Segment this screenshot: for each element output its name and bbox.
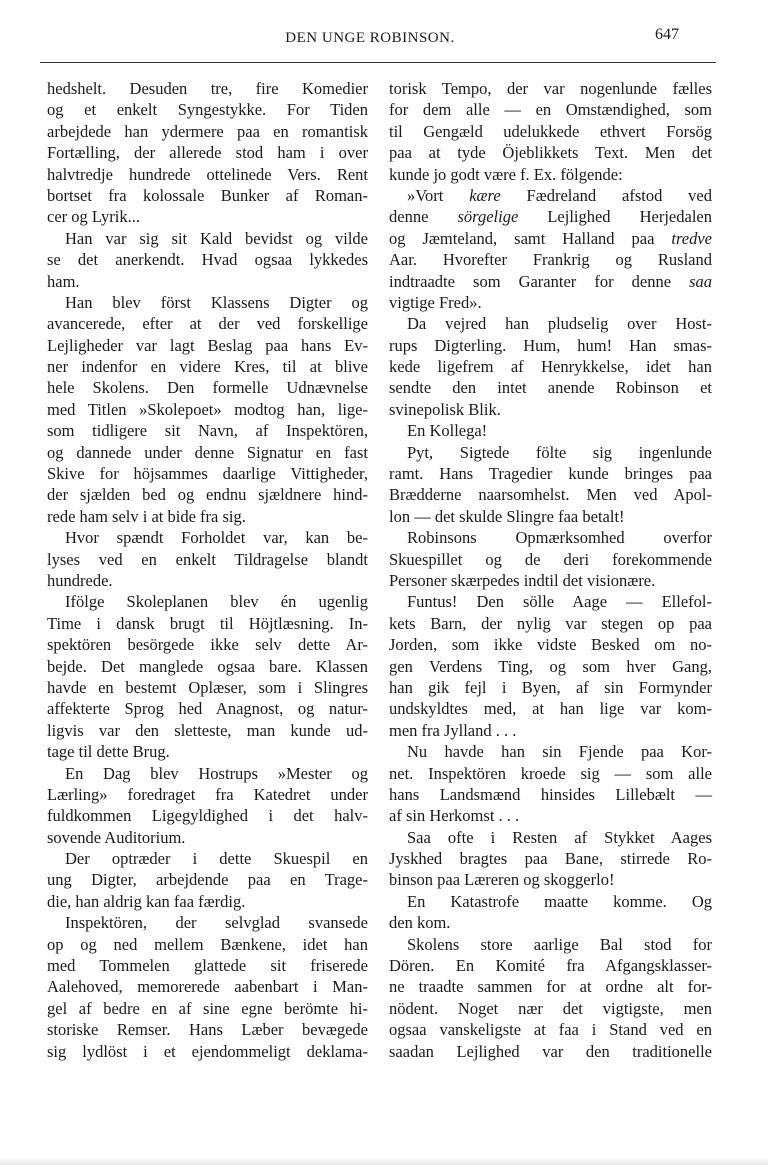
text-line: Dören. En Komité fra Afgangsklasser- (389, 956, 712, 976)
text-line: Aalehoved, memorerede aabenbart i Man- (47, 977, 368, 997)
text-line: for dem alle — en Omstændighed, som (389, 100, 712, 120)
text-line (389, 271, 712, 292)
text-segment: Lejlighed Herjedalen (518, 207, 712, 227)
text-line (389, 228, 712, 249)
text-line: Inspektören, der selvglad svansede (65, 913, 368, 933)
text-line: sendte den intet anende Robinson et (389, 378, 712, 398)
text-segment: Fædreland afstod ved (500, 185, 712, 205)
text-line: gel af bedre en af sine egne berömte hi- (47, 998, 368, 1018)
italic-text: sörgelige (457, 207, 519, 227)
text-line: vigtige Fred». (389, 292, 482, 312)
text-line: Robinsons Opmærksomhed overfor (407, 528, 712, 548)
text-line: den kom. (389, 913, 451, 933)
text-line: nödent. Noget nær det vigtigste, men (389, 998, 712, 1018)
text-line: affekterte Sprog hed Anagnost, og natur- (47, 699, 368, 719)
text-line: Time i dansk brugt til Höjtlæsning. In- (47, 613, 368, 633)
text-line: til Gengæld udelukkede ethvert Forsög (389, 121, 712, 141)
text-line: kunde jo godt være f. Ex. fölgende: (389, 164, 623, 184)
text-line: Hvor spændt Forholdet var, kan be- (65, 528, 368, 548)
text-line: hundrede. (47, 570, 113, 590)
text-line: med Tommelen glattede sit friserede (47, 956, 368, 976)
text-line: binson paa Læreren og skoggerlo! (389, 870, 615, 890)
text-line: og et enkelt Syngestykke. For Tiden (47, 100, 368, 120)
text-line: cer og Lyrik... (47, 207, 141, 227)
text-line: Skive for höjsammes daarlige Vittigheder, (47, 464, 368, 484)
text-line: saadan Lejlighed var den traditionelle (389, 1041, 712, 1061)
text-line: hans Landsmænd hinsides Lillebælt — (389, 784, 712, 804)
italic-text: saa (689, 271, 712, 291)
text-line: undskyldtes med, at han lige var kom- (389, 699, 712, 719)
running-title: DEN UNGE ROBINSON. (285, 30, 455, 46)
text-line: Saa ofte i Resten af Stykket Aages (407, 827, 712, 847)
text-line: Da vejred han pludselig over Host- (407, 314, 712, 334)
text-line: rede ham selv i at bide fra sig. (47, 506, 246, 526)
text-line: Aar. Hvorefter Frankrig og Rusland (389, 250, 712, 270)
text-line: paa at tyde Öjeblikkets Text. Men det (389, 143, 712, 163)
text-segment: og Jæmteland, samt Halland paa (389, 228, 672, 248)
text-line: Jyskhed bragtes paa Bane, stirrede Ro- (389, 849, 712, 869)
text-line: med Titlen »Skolepoet» modtog han, lige- (47, 399, 368, 419)
left-column (47, 78, 368, 1062)
text-line: Funtus! Den sölle Aage — Ellefol- (407, 592, 712, 612)
italic-text: tredve (671, 228, 712, 248)
text-line: Skuespillet og de deri forekommende (389, 549, 712, 569)
text-line: Der optræder i dette Skuespil en (65, 849, 368, 869)
text-line: avancerede, efter at der ved forskellige (47, 314, 368, 334)
text-segment: »Vort (407, 185, 470, 205)
text-line: rups Digterling. Hum, hum! Han smas- (389, 335, 712, 355)
text-line: ligvis var den sletteste, man kunde ud- (47, 720, 368, 740)
text-line: Han var sig sit Kald bevidst og vilde (65, 228, 368, 248)
text-line: af sin Herkomst . . . (389, 806, 520, 826)
text-line: svinepolisk Blik. (389, 399, 501, 419)
text-line: kede ligefrem af Henrykkelse, idet han (389, 357, 712, 377)
text-line: og dannede under denne Signatur en fast (47, 442, 368, 462)
text-line: Nu havde han sin Fjende paa Kor- (407, 742, 712, 762)
text-line (389, 206, 712, 227)
text-line: die, han aldrig kan faa færdig. (47, 891, 246, 911)
text-line: ner indenfor en videre Kres, til at blive (47, 357, 368, 377)
text-line: Personer skærpedes indtil det visionære. (389, 570, 656, 590)
text-line (389, 185, 712, 206)
text-line: Jorden, som ikke vidste Besked om no- (389, 635, 712, 655)
text-line: kets Barn, der nylig var stegen op paa (389, 613, 712, 633)
text-segment: indtraadte som Garanter for denne (389, 271, 690, 291)
text-line: Ifölge Skoleplanen blev én ugenlig (65, 592, 368, 612)
text-line: havde en bestemt Oplæser, som i Slingres (47, 677, 368, 697)
text-line: sig lydlöst i et ejendommeligt deklama- (47, 1041, 368, 1061)
text-line: Brædderne naarsomhelst. Men ved Apol- (389, 485, 712, 505)
text-line: Pyt, Sigtede fölte sig ingenlunde (407, 442, 712, 462)
text-line: spektören besörgede ikke selv dette Ar- (47, 635, 368, 655)
right-column (389, 78, 712, 1062)
italic-text: kære (469, 185, 501, 205)
text-line: Fortælling, der allerede stod ham i over (47, 143, 368, 163)
text-line: Lærling» foredraget fra Katedret under (47, 784, 368, 804)
text-line: ung Digter, arbejdende paa en Trage- (47, 870, 368, 890)
text-line: ne traadte sammen for at ordne alt for- (389, 977, 712, 997)
text-line: Skolens store aarlige Bal stod for (407, 934, 712, 954)
text-line: hele Skolens. Den formelle Udnævnelse (47, 378, 368, 398)
page-number: 647 (655, 26, 679, 43)
text-line: gen Verdens Ting, og som hver Gang, (389, 656, 712, 676)
header-rule (40, 62, 716, 63)
text-line: En Katastrofe maatte komme. Og (407, 891, 712, 911)
text-line: arbejdede han ydermere paa en romantisk (47, 121, 368, 141)
text-line: ham. (47, 271, 80, 291)
text-line: tage til dette Brug. (47, 742, 170, 762)
text-line: storiske Remser. Hans Læber bevægede (47, 1020, 368, 1040)
text-line: Lejligheder var lagt Beslag paa hans Ev- (47, 335, 368, 355)
text-line: torisk Tempo, der var nogenlunde fælles (389, 79, 712, 98)
text-line: En Dag blev Hostrups »Mester og (65, 763, 368, 783)
text-line: ogsaa vanskeligste at faa i Stand ved en (389, 1020, 712, 1040)
text-line: bejde. Det manglede ogsaa bare. Klassen (47, 656, 368, 676)
text-line: En Kollega! (407, 421, 488, 441)
text-line: hedshelt. Desuden tre, fire Komedier (47, 79, 368, 98)
text-line: net. Inspektören kroede sig — som alle (389, 763, 712, 783)
scan-edge (0, 1158, 768, 1165)
text-line: han gik fejl i Byen, af sin Formynder (389, 677, 712, 697)
text-line: lyses ved en enkelt Tildragelse blandt (47, 549, 368, 569)
text-line: lon — det skulde Slingre faa betalt! (389, 506, 625, 526)
text-line: sovende Auditorium. (47, 827, 186, 847)
text-line: halvtredje hundrede ottelinede Vers. Rent (47, 164, 368, 184)
text-line: men fra Jylland . . . (389, 720, 517, 740)
text-line: Han blev först Klassens Digter og (65, 292, 368, 312)
text-line: som tidligere sit Navn, af Inspektören, (47, 421, 368, 441)
text-line: fuldkommen Ligegyldighed i det halv- (47, 806, 368, 826)
text-line: se det anerkendt. Hvad ogsaa lykkedes (47, 250, 368, 270)
text-line: der sjælden bed og endnu sjældnere hind- (47, 485, 368, 505)
text-line: bortset fra kolossale Bunker af Roman- (47, 185, 368, 205)
text-line: op og ned mellem Bænkene, idet han (47, 934, 368, 954)
text-line: ramt. Hans Tragedier kunde bringes paa (389, 464, 712, 484)
text-segment: denne (389, 207, 458, 227)
